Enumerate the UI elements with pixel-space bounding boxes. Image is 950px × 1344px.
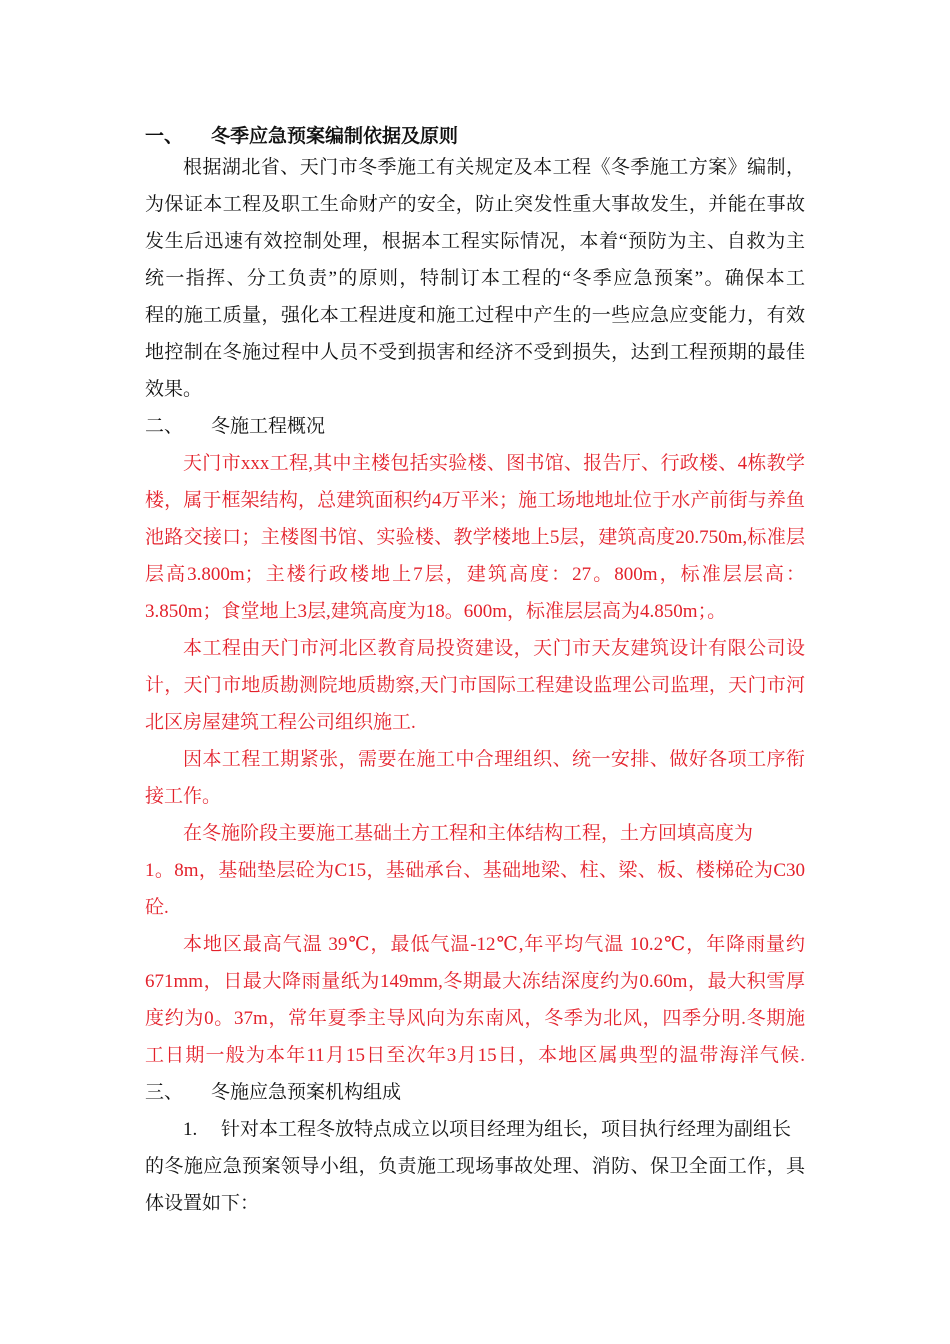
text-line: 根据湖北省、天门市冬季施工有关规定及本工程《冬季施工方案》编制， — [183, 157, 805, 178]
text-line: 1。8m，基础垫层砼为C15，基础承台、基础地梁、柱、梁、板、楼梯砼为C30 — [145, 860, 805, 881]
project-overview-paragraph — [145, 445, 805, 630]
text-line: 层高3.800m；主楼行政楼地上7层，建筑高度：27。800m，标准层层高： — [145, 564, 805, 585]
text-line: 池路交接口；主楼图书馆、实验楼、教学楼地上5层，建筑高度20.750m,标准层 — [145, 527, 805, 548]
text-line: 工日期一般为本年11月15日至次年3月15日，本地区属典型的温带海洋气候. — [145, 1045, 805, 1066]
text-line: 因本工程工期紧张，需要在施工中合理组织、统一安排、做好各项工序衔 — [183, 749, 805, 770]
text-line: 程的施工质量，强化本工程进度和施工过程中产生的一些应急应变能力，有效 — [145, 305, 805, 326]
text-line: 砼. — [145, 897, 169, 918]
text-line: 效果。 — [145, 379, 203, 400]
text-line: 671mm，日最大降雨量纸为149mm,冬期最大冻结深度约为0.60m，最大积雪厚 — [145, 971, 805, 992]
text-line: 度约为0。37m，常年夏季主导风向为东南风，冬季为北风，四季分明.冬期施 — [145, 1008, 805, 1029]
schedule-paragraph — [145, 741, 805, 815]
text-line-content: 针对本工程冬放特点成立以项目经理为组长，项目执行经理为副组长 — [221, 1119, 792, 1140]
text-line: 3.850m；食堂地上3层,建筑高度为18。600m，标准层层高为4.850m；。 — [145, 601, 727, 622]
text-line: 天门市xxx工程,其中主楼包括实验楼、图书馆、报告厅、行政楼、4栋教学 — [183, 453, 805, 474]
section-title: 冬施应急预案机构组成 — [211, 1082, 402, 1103]
text-line: 发生后迅速有效控制处理，根据本工程实际情况，本着“预防为主、自救为主 — [145, 231, 805, 252]
document-page — [145, 124, 805, 1222]
text-line: 接工作。 — [145, 786, 222, 807]
climate-paragraph — [145, 926, 805, 1074]
section-number: 一、 — [145, 126, 184, 147]
section-1-heading — [145, 124, 805, 149]
section-1-paragraph — [145, 149, 805, 408]
text-line: 楼，属于框架结构，总建筑面积约4万平米；施工场地地址位于水产前街与养鱼 — [145, 490, 805, 511]
text-line: 的冬施应急预案领导小组，负责施工现场事故处理、消防、保卫全面工作，具 — [145, 1156, 805, 1177]
text-line: 地控制在冬施过程中人员不受到损害和经济不受到损失，达到工程预期的最佳 — [145, 342, 805, 363]
text-line: 北区房屋建筑工程公司组织施工. — [145, 712, 416, 733]
text-line: 在冬施阶段主要施工基础土方工程和主体结构工程，土方回填高度为 — [183, 823, 754, 844]
text-line: 本工程由天门市河北区教育局投资建设，天门市天友建筑设计有限公司设 — [183, 638, 805, 659]
section-2-heading — [145, 408, 805, 445]
section-title: 冬季应急预案编制依据及原则 — [211, 126, 459, 147]
section-title: 冬施工程概况 — [211, 416, 326, 437]
text-line: 统一指挥、分工负责”的原则，特制订本工程的“冬季应急预案”。确保本工 — [145, 268, 805, 289]
organization-paragraph — [145, 1111, 805, 1222]
section-3-heading — [145, 1074, 805, 1111]
construction-scope-paragraph — [145, 815, 805, 926]
parties-paragraph — [145, 630, 805, 741]
list-number: 1. — [183, 1119, 198, 1140]
section-number: 三、 — [145, 1082, 184, 1103]
text-line: 体设置如下： — [145, 1193, 260, 1214]
text-line: 为保证本工程及职工生命财产的安全，防止突发性重大事故发生，并能在事故 — [145, 194, 805, 215]
text-line — [145, 1111, 805, 1148]
text-line: 计，天门市地质勘测院地质勘察,天门市国际工程建设监理公司监理，天门市河 — [145, 675, 805, 696]
section-number: 二、 — [145, 416, 184, 437]
text-line: 本地区最高气温 39℃，最低气温-12℃,年平均气温 10.2℃，年降雨量约 — [183, 934, 805, 955]
